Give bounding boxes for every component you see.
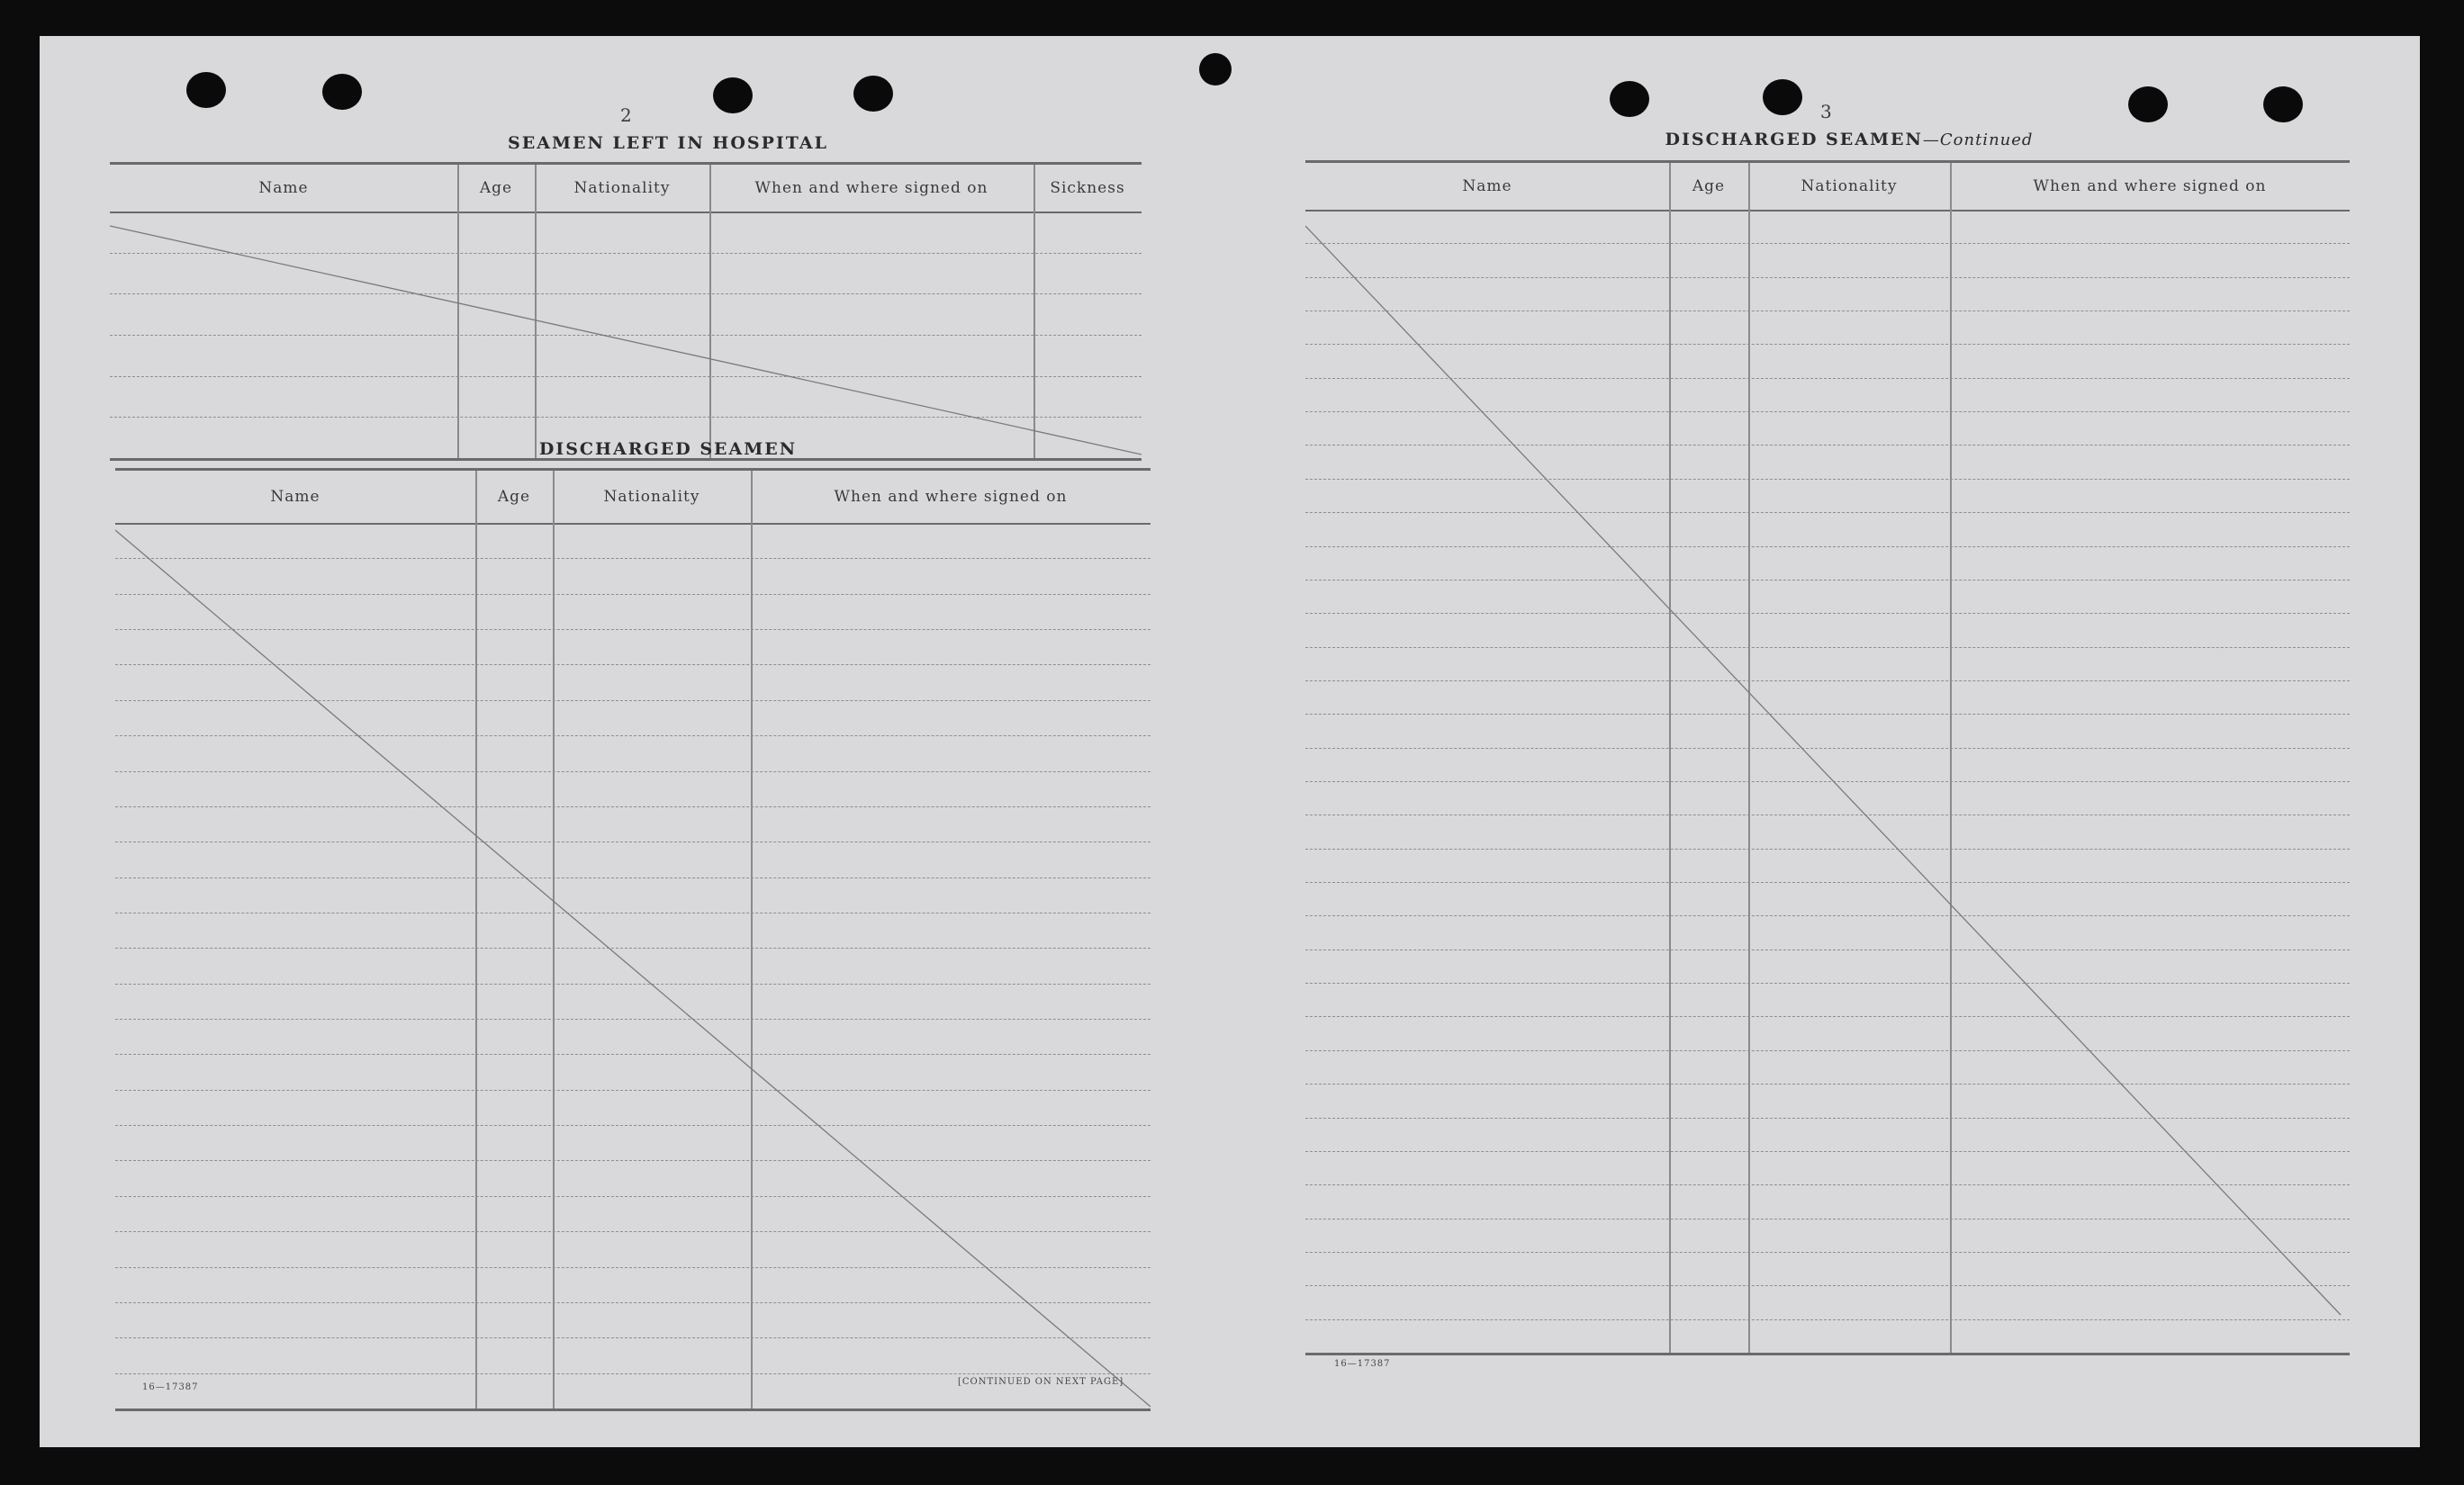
col-header-signed-on: When and where signed on bbox=[2033, 177, 2267, 195]
punch-hole-icon bbox=[322, 74, 362, 110]
page-number-right: 3 bbox=[1820, 101, 1832, 122]
col-header-nationality: Nationality bbox=[573, 179, 671, 197]
cancel-line bbox=[110, 165, 1142, 458]
continued-note: [CONTINUED ON NEXT PAGE] bbox=[958, 1377, 1124, 1387]
punch-hole-icon bbox=[186, 72, 226, 108]
discharged-continued-title-text: DISCHARGED SEAMEN bbox=[1665, 130, 1923, 149]
punch-hole-icon bbox=[853, 76, 893, 112]
punch-hole-icon bbox=[1610, 81, 1649, 117]
punch-hole-icon bbox=[2128, 86, 2168, 122]
col-header-signed-on: When and where signed on bbox=[834, 488, 1068, 506]
discharged-continued-table bbox=[1305, 160, 2350, 1355]
col-header-name: Name bbox=[1462, 177, 1512, 195]
col-header-nationality: Nationality bbox=[1801, 177, 1898, 195]
col-header-nationality: Nationality bbox=[603, 488, 700, 506]
cancel-line bbox=[1305, 163, 2350, 1353]
hospital-table bbox=[110, 162, 1142, 461]
form-number-right: 16—17387 bbox=[1334, 1359, 1391, 1369]
discharged-section-title: DISCHARGED SEAMEN bbox=[538, 439, 798, 459]
col-header-signed-on: When and where signed on bbox=[754, 179, 988, 197]
discharged-table bbox=[115, 468, 1151, 1411]
document-sheet bbox=[40, 36, 2420, 1447]
punch-hole-icon bbox=[2263, 86, 2303, 122]
col-header-name: Name bbox=[258, 179, 309, 197]
punch-hole-icon bbox=[713, 77, 753, 113]
col-header-name: Name bbox=[270, 488, 320, 506]
continued-suffix: —Continued bbox=[1922, 130, 2034, 149]
hospital-section-title: SEAMEN LEFT IN HOSPITAL bbox=[508, 133, 828, 153]
form-number-left: 16—17387 bbox=[142, 1382, 199, 1392]
punch-hole-icon bbox=[1199, 53, 1232, 86]
col-header-sickness: Sickness bbox=[1050, 179, 1125, 197]
page-number-left: 2 bbox=[620, 104, 632, 126]
punch-hole-icon bbox=[1763, 79, 1802, 115]
col-header-age: Age bbox=[497, 488, 531, 506]
col-header-age: Age bbox=[1692, 177, 1726, 195]
col-header-age: Age bbox=[479, 179, 513, 197]
discharged-continued-title bbox=[1570, 130, 2128, 149]
cancel-line bbox=[115, 471, 1151, 1408]
